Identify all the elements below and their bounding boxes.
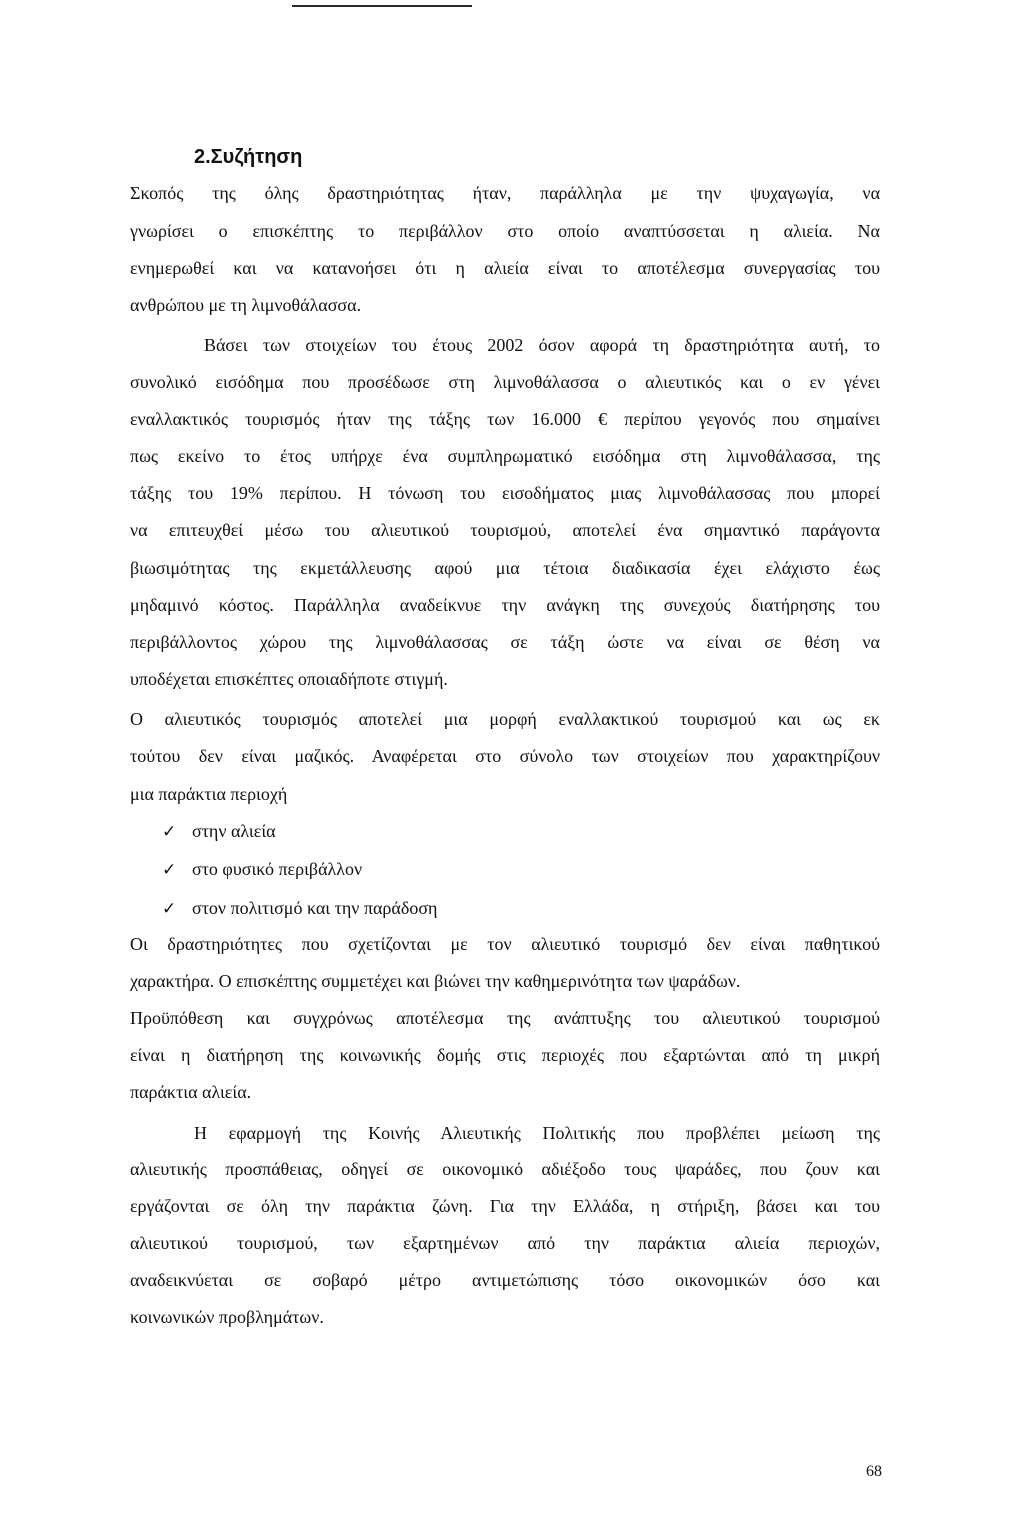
text-line: αλιευτικής προσπάθειας, οδηγεί σε οικονομικό αδιέξοδο τους ψαράδες, που ζουν και <box>130 1159 880 1179</box>
checklist-item <box>162 819 276 844</box>
text-line: να επιτευχθεί μέσω του αλιευτικού τουρισμού, αποτελεί ένα σημαντικό παράγοντα <box>130 520 880 540</box>
checklist-item-label: στο φυσικό περιβάλλον <box>192 859 363 879</box>
text-line: πως εκείνο το έτος υπήρχε ένα συμπληρωματικό εισόδημα στη λιμνοθάλασσα, της <box>130 446 880 466</box>
text-line: είναι η διατήρηση της κοινωνικής δομής στις περιοχές που εξαρτώνται από τη μικρή <box>130 1045 880 1065</box>
text-line: υποδέχεται επισκέπτες οποιαδήποτε στιγμή. <box>130 669 448 689</box>
text-line: Οι δραστηριότητες που σχετίζονται με τον αλιευτικό τουρισμό δεν είναι παθητικού <box>130 934 880 954</box>
text-line: μια παράκτια περιοχή <box>130 784 288 804</box>
text-line: βιωσιμότητας της εκμετάλλευσης αφού μια τέτοια διαδικασία έχει ελάχιστο έως <box>130 558 880 578</box>
checklist-item-label: στον πολιτισμό και την παράδοση <box>192 898 438 918</box>
text-line: χαρακτήρα. Ο επισκέπτης συμμετέχει και βιώνει την καθημερινότητα των ψαράδων. <box>130 971 741 991</box>
checklist-item <box>162 896 437 921</box>
text-line: τάξης του 19% περίπου. Η τόνωση του εισοδήματος μιας λιμνοθάλασσας που μπορεί <box>130 483 880 503</box>
text-line: εναλλακτικός τουρισμός ήταν της τάξης των 16.000 € περίπου γεγονός που σημαίνει <box>130 409 880 429</box>
checkmark-icon: ✓ <box>162 860 177 880</box>
text-line: αλιευτικού τουρισμού, των εξαρτημένων από την παράκτια αλιεία περιοχών, <box>130 1233 880 1253</box>
text-line: περιβάλλοντος χώρου της λιμνοθάλασσας σε τάξη ώστε να είναι σε θέση να <box>130 632 880 652</box>
text-line: παράκτια αλιεία. <box>130 1082 252 1102</box>
checklist-item-label: στην αλιεία <box>192 821 276 841</box>
text-line: ανθρώπου με τη λιμνοθάλασσα. <box>130 295 362 315</box>
top-rule <box>292 5 472 7</box>
text-line: γνωρίσει ο επισκέπτης το περιβάλλον στο οποίο αναπτύσσεται η αλιεία. Να <box>130 221 880 241</box>
text-line: Ο αλιευτικός τουρισμός αποτελεί μια μορφή εναλλακτικού τουρισμού και ως εκ <box>130 709 880 729</box>
text-line: τούτου δεν είναι μαζικός. Αναφέρεται στο σύνολο των στοιχείων που χαρακτηρίζουν <box>130 746 880 766</box>
section-heading: 2.Συζήτηση <box>194 146 303 168</box>
text-line: Προϋπόθεση και συγχρόνως αποτέλεσμα της ανάπτυξης του αλιευτικού τουρισμού <box>130 1008 880 1028</box>
text-line: ενημερωθεί και να κατανοήσει ότι η αλιεία είναι το αποτέλεσμα συνεργασίας του <box>130 258 880 278</box>
text-line: αναδεικνύεται σε σοβαρό μέτρο αντιμετώπισης τόσο οικονομικών όσο και <box>130 1270 880 1290</box>
text-line: Βάσει των στοιχείων του έτους 2002 όσον αφορά τη δραστηριότητα αυτή, το <box>204 335 880 355</box>
text-line: εργάζονται σε όλη την παράκτια ζώνη. Για την Ελλάδα, η στήριξη, βάσει και του <box>130 1196 880 1216</box>
checkmark-icon: ✓ <box>162 899 177 919</box>
text-line: κοινωνικών προβλημάτων. <box>130 1307 324 1327</box>
checklist-item <box>162 857 362 882</box>
text-line: συνολικό εισόδημα που προσέδωσε στη λιμνοθάλασσα ο αλιευτικός και ο εν γένει <box>130 372 880 392</box>
checkmark-icon: ✓ <box>162 822 177 842</box>
text-line: Σκοπός της όλης δραστηριότητας ήταν, παράλληλα με την ψυχαγωγία, να <box>130 183 880 203</box>
page-number: 68 <box>866 1463 882 1480</box>
text-line: μηδαμινό κόστος. Παράλληλα αναδείκνυε την ανάγκη της συνεχούς διατήρησης του <box>130 595 880 615</box>
text-line: Η εφαρμογή της Κοινής Αλιευτικής Πολιτικής που προβλέπει μείωση της <box>194 1123 880 1143</box>
